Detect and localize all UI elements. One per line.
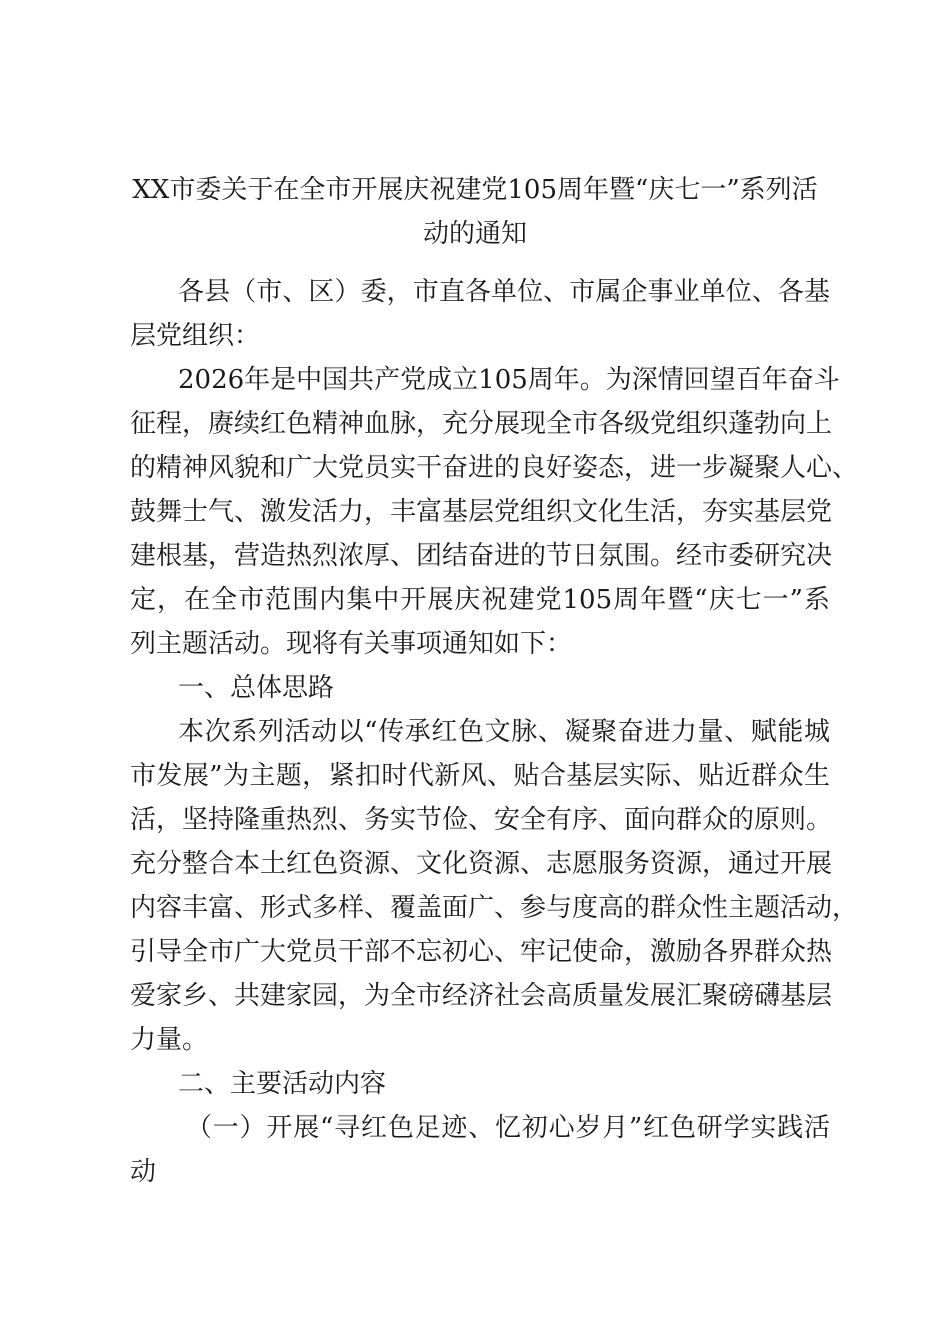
document-body (130, 270, 859, 1194)
paragraph-intro (130, 358, 859, 666)
document-title (120, 168, 830, 256)
paragraph-line: 充分整合本土红色资源、文化资源、志愿服务资源，通过开展 (130, 849, 833, 879)
subsection-heading-1 (130, 1106, 830, 1194)
salutation (130, 270, 830, 358)
paragraph-line: 力量。 (130, 1025, 209, 1055)
subheading-line: （一）开展“寻红色足迹、忆初心岁月”红色研学实践活 (186, 1113, 830, 1143)
section-heading-2: 二、主要活动内容 (178, 1069, 387, 1099)
paragraph-line: 引导全市广大党员干部不忘初心、牢记使命，激励各界群众热 (130, 937, 833, 967)
paragraph-line: 列主题活动。现将有关事项通知如下： (130, 629, 573, 659)
title-line: XX市委关于在全市开展庆祝建党105周年暨“庆七一”系列活 (132, 175, 818, 205)
salutation-line: 各县（市、区）委，市直各单位、市属企事业单位、各基 (178, 277, 830, 307)
paragraph-line: 鼓舞士气、激发活力，丰富基层党组织文化生活，夯实基层党 (130, 497, 833, 527)
salutation-line: 层党组织： (130, 321, 261, 351)
paragraph-line: 征程，赓续红色精神血脉，充分展现全市各级党组织蓬勃向上 (130, 409, 833, 439)
paragraph-line: 爱家乡、共建家园，为全市经济社会高质量发展汇聚磅礴基层 (130, 981, 833, 1011)
paragraph-line: 本次系列活动以“传承红色文脉、凝聚奋进力量、赋能城 (178, 717, 830, 747)
section-heading-1: 一、总体思路 (178, 673, 335, 703)
paragraph-line: 定，在全市范围内集中开展庆祝建党105周年暨“庆七一”系 (130, 585, 830, 615)
paragraph-line: 建根基，营造热烈浓厚、团结奋进的节日氛围。经市委研究决 (130, 541, 833, 571)
paragraph-line: 市发展”为主题，紧扣时代新风、贴合基层实际、贴近群众生 (130, 761, 830, 791)
paragraph-line: 内容丰富、形式多样、覆盖面广、参与度高的群众性主题活动， (130, 893, 859, 923)
subheading-line: 动 (130, 1157, 157, 1187)
paragraph-overview (130, 710, 859, 1062)
title-line: 动的通知 (422, 219, 527, 249)
paragraph-line: 活，坚持隆重热烈、务实节俭、安全有序、面向群众的原则。 (130, 805, 833, 835)
paragraph-line: 2026年是中国共产党成立105周年。为深情回望百年奋斗 (178, 365, 840, 395)
paragraph-line: 的精神风貌和广大党员实干奋进的良好姿态，进一步凝聚人心、 (130, 453, 859, 483)
